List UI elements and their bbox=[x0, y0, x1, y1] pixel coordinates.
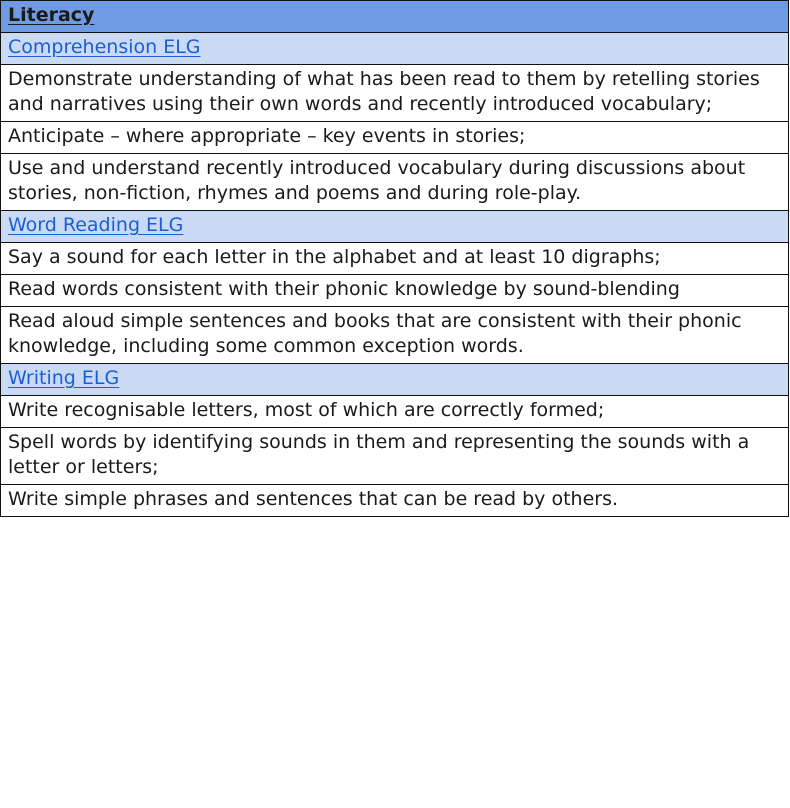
list-item: Spell words by identifying sounds in them and representing the sounds with a letter or letters; bbox=[1, 428, 789, 485]
section-heading-comprehension bbox=[1, 33, 789, 65]
page-title-text: Literacy bbox=[8, 4, 95, 26]
list-item: Say a sound for each letter in the alphabet and at least 10 digraphs; bbox=[1, 243, 789, 275]
word-reading-elg-link[interactable]: Word Reading ELG bbox=[8, 214, 184, 236]
list-item: Demonstrate understanding of what has been read to them by retelling stories and narratives using their own words and recently introduced vocabulary; bbox=[1, 65, 789, 122]
table-row bbox=[1, 275, 789, 307]
table-row bbox=[1, 154, 789, 211]
list-item: Use and understand recently introduced vocabulary during discussions about stories, non-fiction, rhymes and poems and during role-play. bbox=[1, 154, 789, 211]
title-row bbox=[1, 1, 789, 33]
section-heading-word-reading bbox=[1, 211, 789, 243]
section-row-writing bbox=[1, 364, 789, 396]
section-heading-writing bbox=[1, 364, 789, 396]
table-row bbox=[1, 485, 789, 517]
table-row bbox=[1, 428, 789, 485]
list-item: Write simple phrases and sentences that can be read by others. bbox=[1, 485, 789, 517]
list-item: Write recognisable letters, most of which are correctly formed; bbox=[1, 396, 789, 428]
list-item: Read words consistent with their phonic knowledge by sound-blending bbox=[1, 275, 789, 307]
table-row bbox=[1, 243, 789, 275]
table-row bbox=[1, 396, 789, 428]
section-row-comprehension bbox=[1, 33, 789, 65]
table-row bbox=[1, 307, 789, 364]
section-row-word-reading bbox=[1, 211, 789, 243]
comprehension-elg-link[interactable]: Comprehension ELG bbox=[8, 36, 201, 58]
page-title bbox=[1, 1, 789, 33]
writing-elg-link[interactable]: Writing ELG bbox=[8, 367, 120, 389]
table-row bbox=[1, 122, 789, 154]
list-item: Anticipate – where appropriate – key events in stories; bbox=[1, 122, 789, 154]
table-row bbox=[1, 65, 789, 122]
list-item: Read aloud simple sentences and books that are consistent with their phonic knowledge, including some common exception words. bbox=[1, 307, 789, 364]
